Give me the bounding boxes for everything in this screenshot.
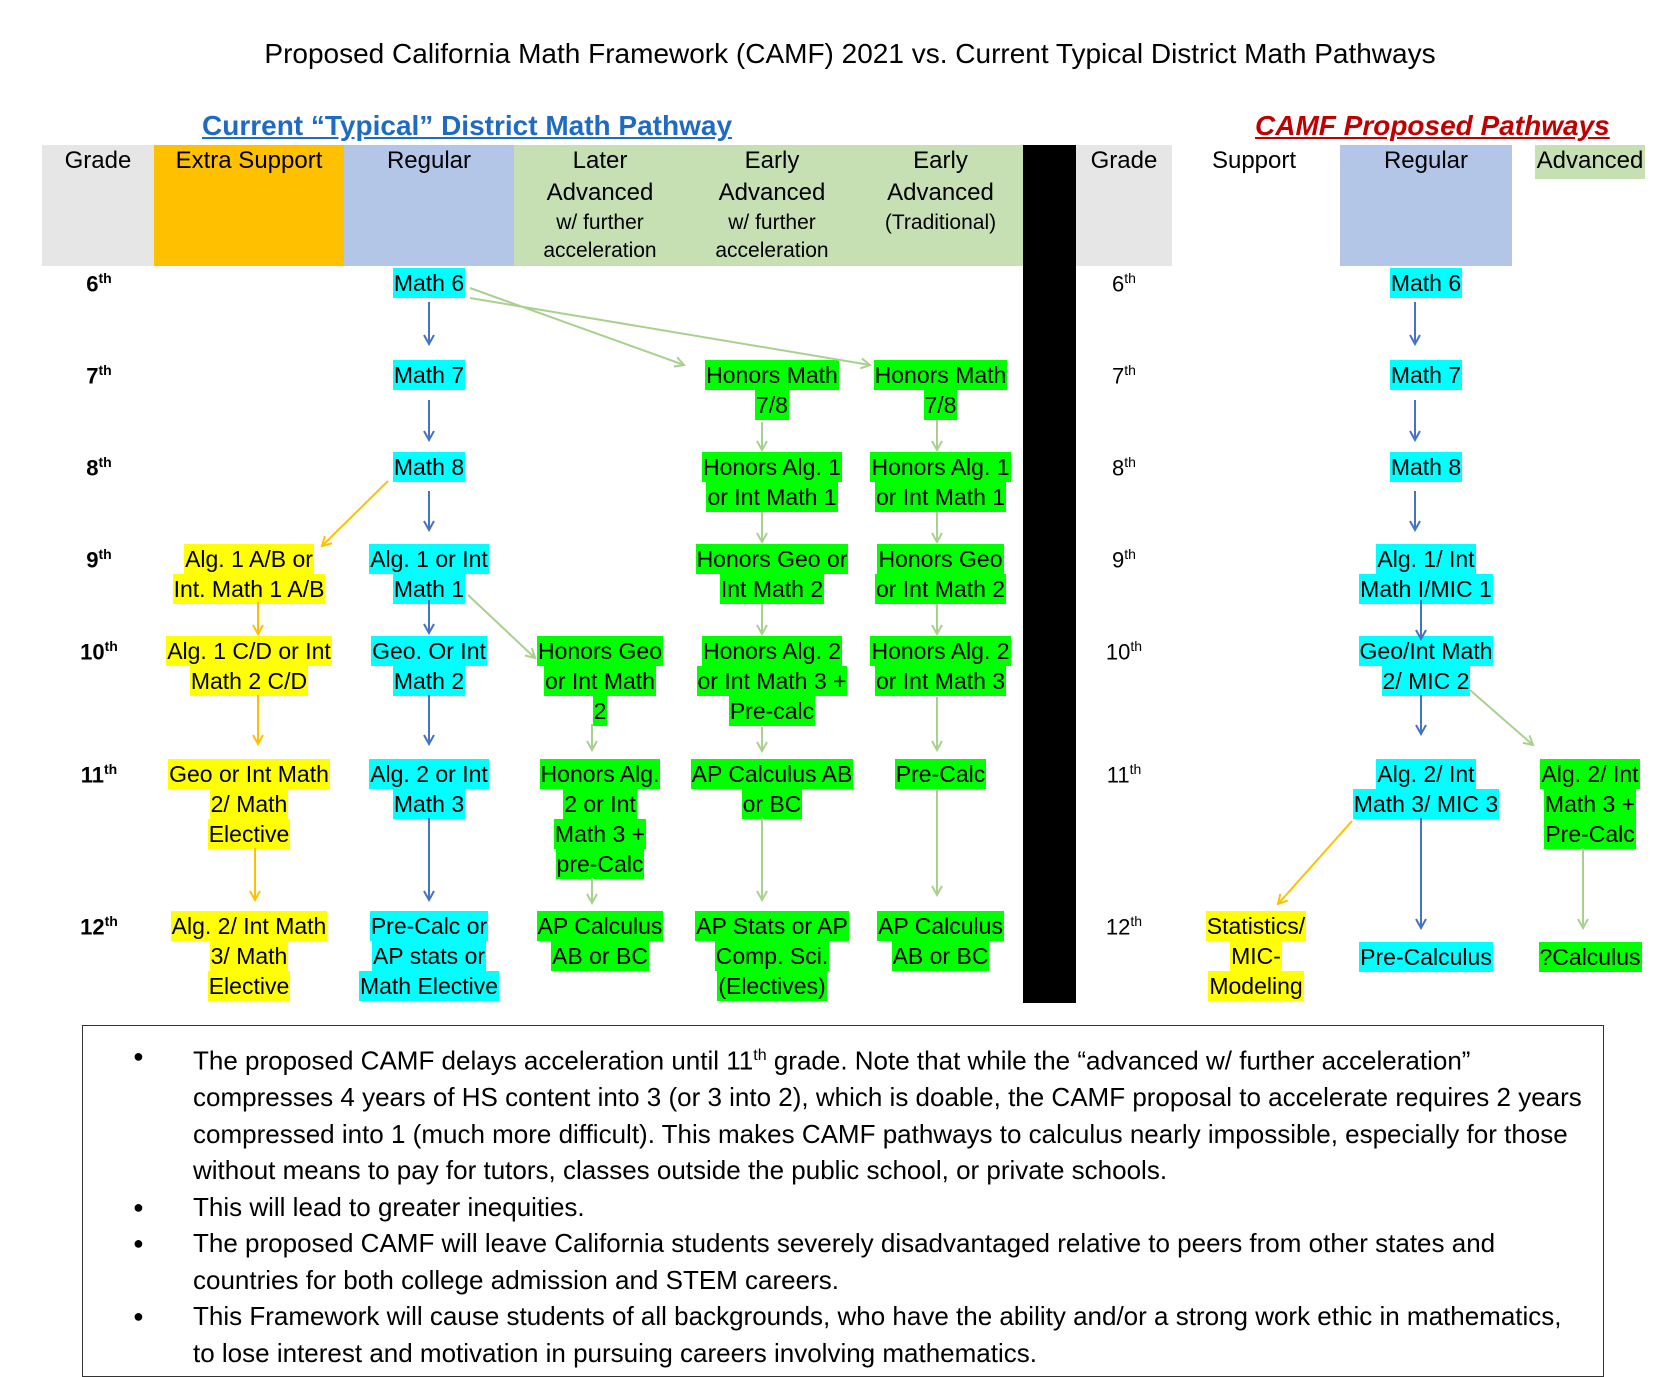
course-early-g11: AP Calculus AB or BC [691, 761, 853, 817]
course-later-g12: AP Calculus AB or BC [537, 913, 663, 969]
current-pathway-title: Current “Typical” District Math Pathway [202, 110, 733, 141]
note-item: ● This Framework will cause students of all backgrounds, who have the ability and/or a strong work ethic in mathematics, to lose interest and motivation in pursuing careers involving mathematics. [193, 1298, 1583, 1371]
grade-label: 8th [86, 454, 112, 481]
course-early-g8: Honors Alg. 1 or Int Math 1 [702, 454, 842, 510]
camf-grade-label: 6th [1112, 270, 1136, 297]
camf-grade-label: 9th [1112, 546, 1136, 573]
course-trad-g7: Honors Math 7/8 [874, 362, 1007, 418]
notes-box [82, 1025, 1604, 1377]
camf-grade-label: 11th [1106, 761, 1142, 788]
camf-regular-g7: Math 7 [1390, 362, 1462, 388]
camf-regular-g11: Alg. 2/ Int Math 3/ MIC 3 [1353, 761, 1499, 817]
header-grade: Grade [42, 145, 154, 266]
camf-grade-label: 8th [1112, 454, 1136, 481]
course-regular-g7: Math 7 [393, 362, 465, 388]
camf-regular-g6: Math 6 [1390, 270, 1462, 296]
course-support-g10: Alg. 1 C/D or Int Math 2 C/D [167, 638, 331, 694]
camf-pathway-title: CAMF Proposed Pathways [1255, 110, 1610, 141]
course-early-g9: Honors Geo or Int Math 2 [696, 546, 848, 602]
camf-grade-label: 12th [1105, 913, 1143, 940]
arrow [470, 298, 870, 365]
header-regular: Regular [344, 145, 514, 266]
course-early-g7: Honors Math 7/8 [706, 362, 838, 418]
camf-support-g12: Statistics/ MIC- Modeling [1206, 913, 1306, 999]
grade-label: 11th [80, 761, 118, 788]
course-support-g12: Alg. 2/ Int Math 3/ Math Elective [171, 913, 327, 999]
camf-regular-g12: Pre-Calculus [1360, 944, 1492, 970]
header-extra-support: Extra Support [154, 145, 344, 266]
camf-advanced-g11: Alg. 2/ Int Math 3 + Pre-Calc [1541, 761, 1639, 847]
course-support-g11: Geo or Int Math 2/ Math Elective [169, 761, 329, 847]
camf-regular-g10: Geo/Int Math 2/ MIC 2 [1359, 638, 1493, 694]
header-early-traditional: Early Advanced (Traditional) [858, 145, 1023, 266]
course-regular-g6: Math 6 [393, 270, 465, 296]
camf-header-grade: Grade [1076, 145, 1172, 266]
course-trad-g11: Pre-Calc [895, 761, 986, 787]
grade-label: 10th [80, 638, 118, 665]
course-regular-g10: Geo. Or Int Math 2 [372, 638, 486, 694]
arrow [468, 595, 535, 658]
arrow [322, 481, 388, 546]
note-item: ● This will lead to greater inequities. [193, 1189, 1583, 1226]
note-item: ● The proposed CAMF will leave California students severely disadvantaged relative to peers from other states and countries for both college admission and STEM careers. [193, 1225, 1583, 1298]
camf-header-support: Support [1211, 147, 1297, 174]
camf-regular-g8: Math 8 [1390, 454, 1462, 480]
arrow [1278, 821, 1352, 904]
camf-advanced-g12: ?Calculus [1539, 944, 1641, 970]
camf-header-regular: Regular [1340, 145, 1512, 266]
course-later-g11: Honors Alg. 2 or Int Math 3 + pre-Calc [540, 761, 660, 877]
course-support-g9: Alg. 1 A/B or Int. Math 1 A/B [173, 546, 325, 602]
header-later-advanced: Later Advanced w/ further acceleration [514, 145, 686, 266]
camf-grade-label: 10th [1105, 638, 1143, 665]
camf-header-advanced: Advanced [1535, 145, 1645, 179]
camf-grade-label: 7th [1112, 362, 1136, 389]
course-trad-g8: Honors Alg. 1 or Int Math 1 [871, 454, 1010, 510]
grade-label: 7th [86, 362, 112, 389]
page-title: Proposed California Math Framework (CAMF) 2021 vs. Current Typical District Math Pathways [264, 38, 1436, 69]
header-early-advanced: Early Advanced w/ further acceleration [686, 145, 858, 266]
note-item: ● The proposed CAMF delays acceleration until 11th grade. Note that while the “advanced w/ further acceleration” compresses 4 years of HS content into 3 (or 3 into 2), which is doable, the CAMF proposal to accelerate requires 2 years compressed into 1 (much more difficult). This makes CAMF pathways to calculus nearly impossible, especially for those without means to pay for tutors, classes outside the public school, or private schools. [193, 1038, 1583, 1189]
grade-label: 6th [86, 270, 112, 297]
arrow [1470, 690, 1533, 745]
camf-regular-g9: Alg. 1/ Int Math I/MIC 1 [1360, 546, 1492, 602]
course-early-g12: AP Stats or AP Comp. Sci. (Electives) [696, 913, 848, 999]
course-trad-g9: Honors Geo or Int Math 2 [875, 546, 1006, 602]
course-early-g10: Honors Alg. 2 or Int Math 3 + Pre-calc [697, 638, 847, 724]
course-regular-g12: Pre-Calc or AP stats or Math Elective [359, 913, 499, 999]
grade-label: 9th [86, 546, 112, 573]
course-later-g10: Honors Geo or Int Math 2 [537, 638, 662, 724]
course-trad-g10: Honors Alg. 2 or Int Math 3 [871, 638, 1010, 694]
course-regular-g8: Math 8 [393, 454, 465, 480]
course-regular-g9: Alg. 1 or Int Math 1 [370, 546, 488, 602]
course-regular-g11: Alg. 2 or Int Math 3 [370, 761, 488, 817]
arrow [470, 288, 684, 365]
course-trad-g12: AP Calculus AB or BC [878, 913, 1003, 969]
grade-label: 12th [80, 913, 118, 940]
